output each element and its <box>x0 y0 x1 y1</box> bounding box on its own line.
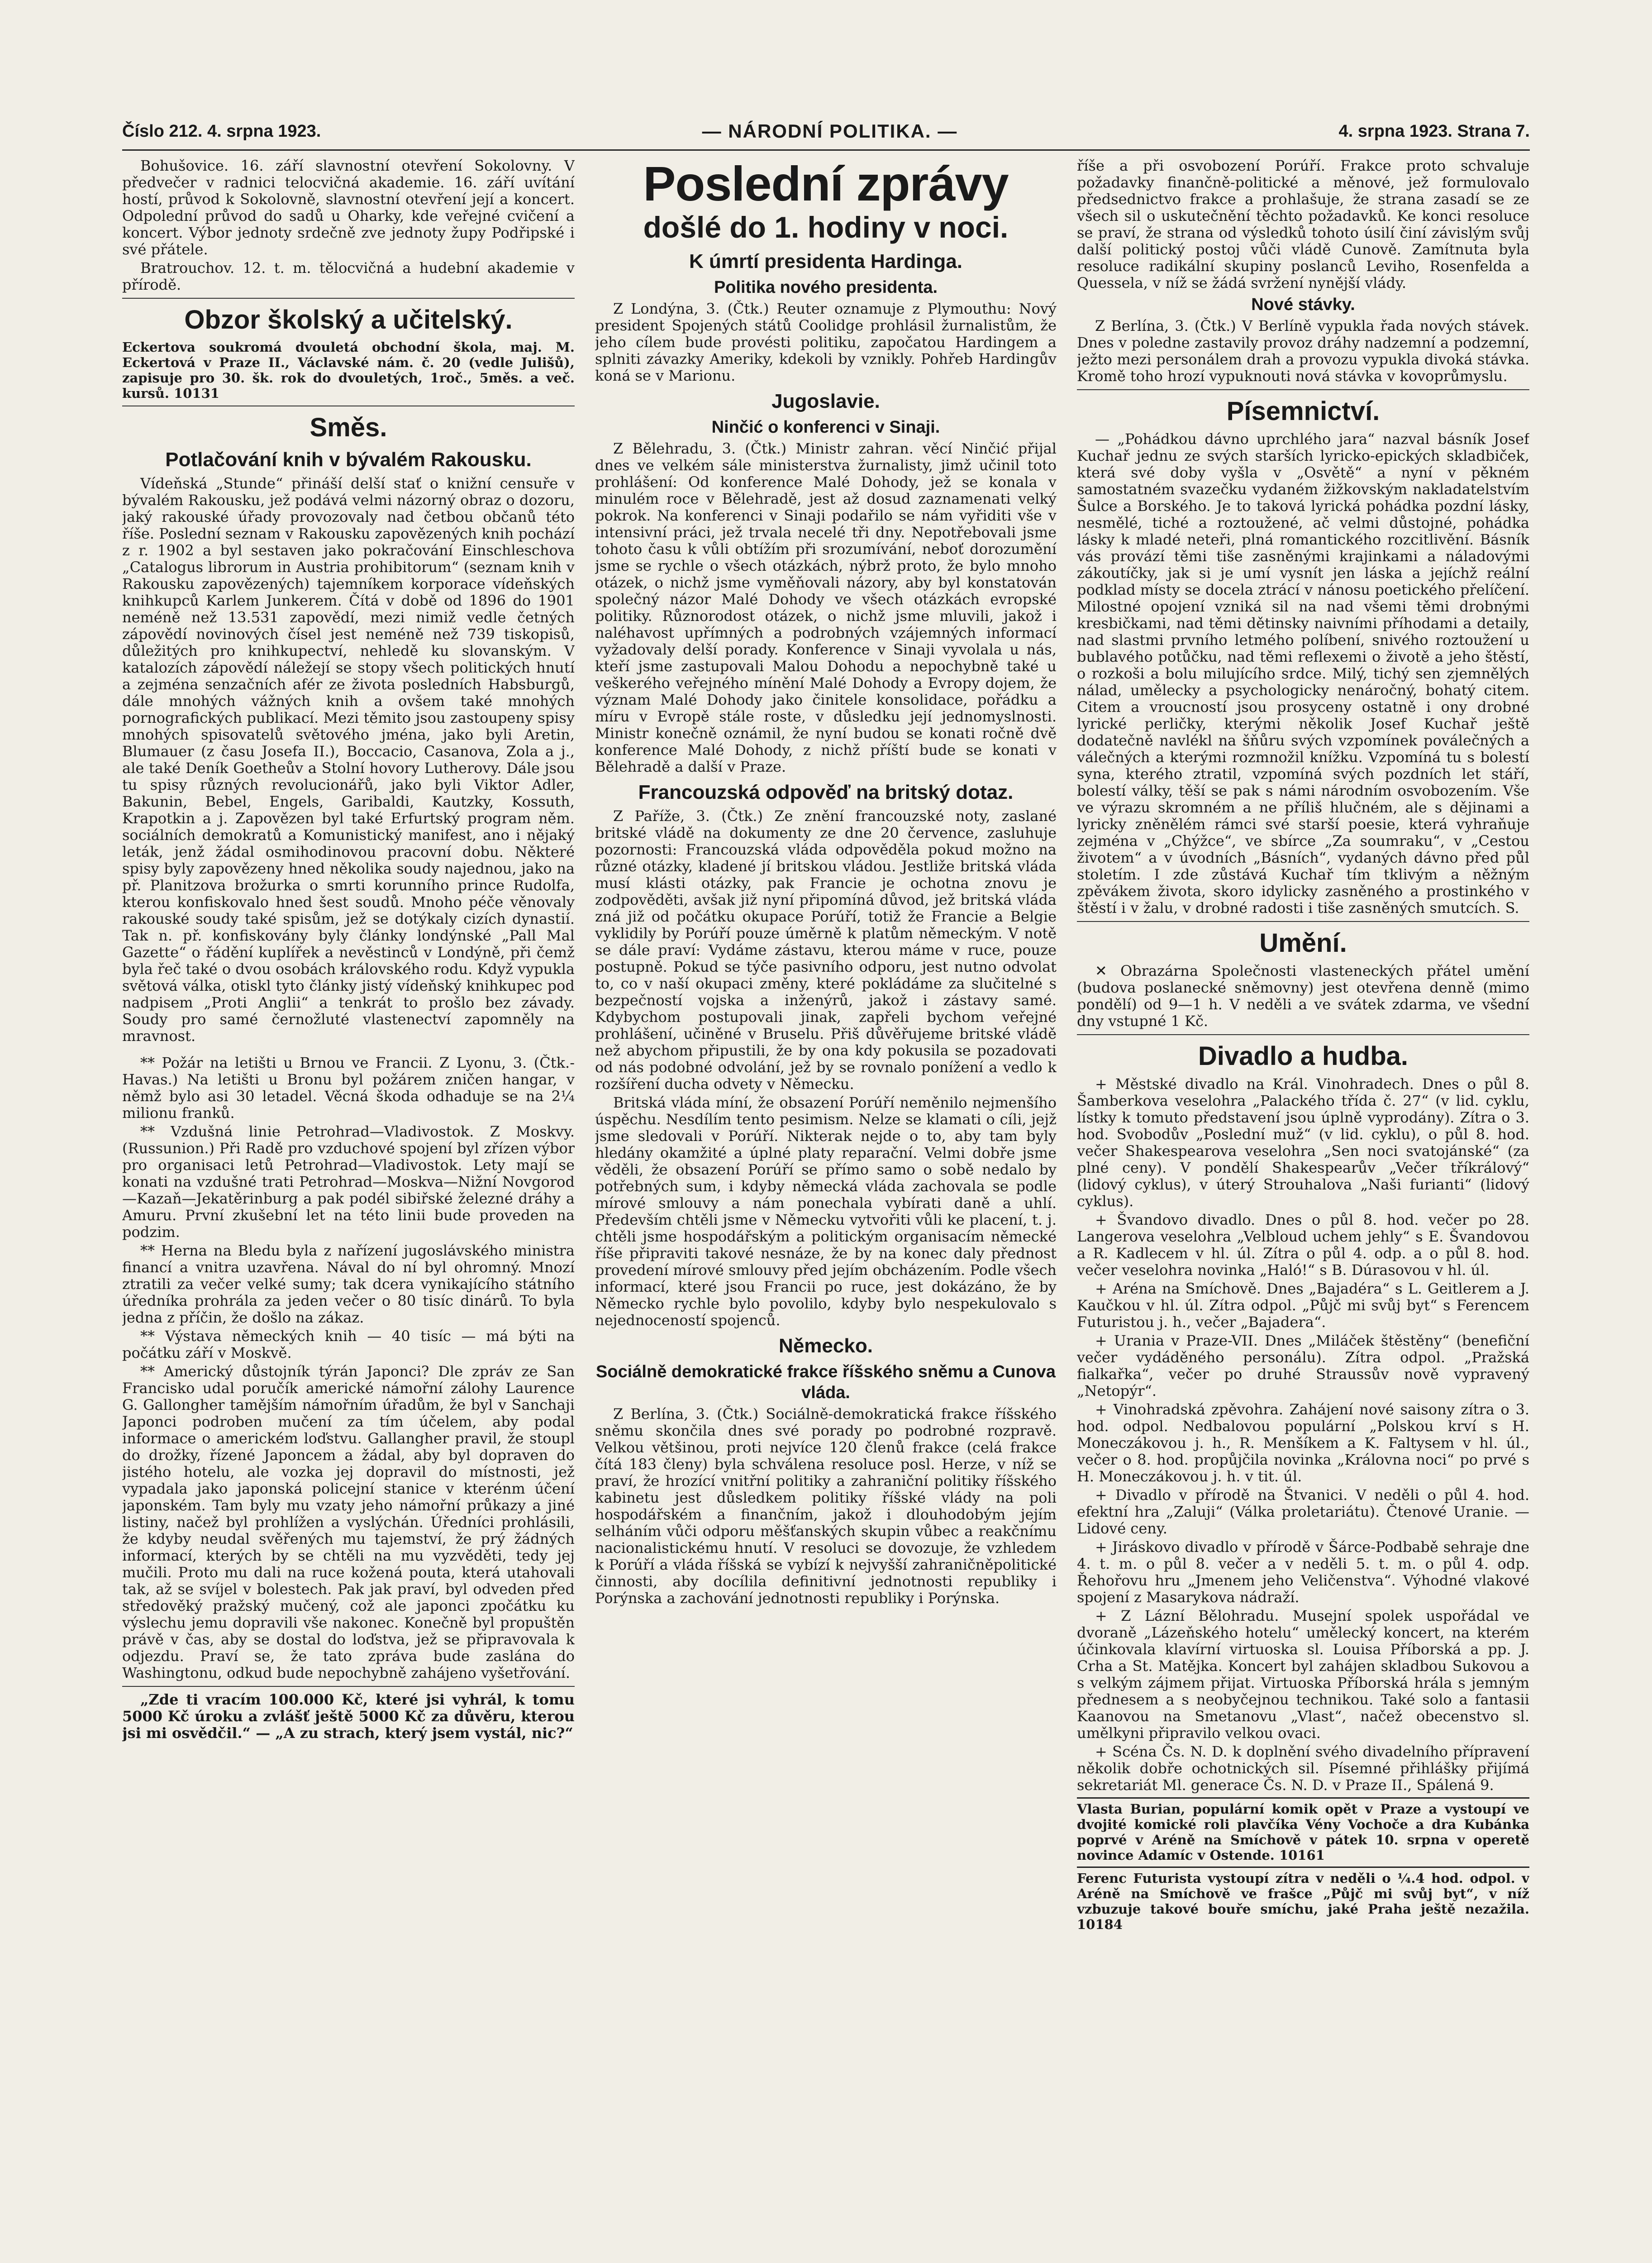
theatre-item: + Aréna na Smíchově. Dnes „Bajadéra“ s L. Geitlerem a J. Kaučkou v hl. úl. Zítra odpol. „Půjč mi svůj byt“ s Ferencem Futuristou j. h., večer „Bajadera“. <box>1077 1280 1529 1331</box>
article-text-germany: Z Berlína, 3. (Čtk.) Sociálně-demokratická frakce říšského sněmu skončila dnes své porady po podrobné rozpravě. Velkou většinou, proti nejvíce 120 členů frakce (celá frakce čítá 183 členy) byla schválena resoluce posl. Herze, v níž se praví, že hrozící vnitřní politiky a zahraniční politiky říšského kabinetu jest důsledkem politiky říšské vlády na poli hospodářském a finančním, jakož i dlouhodobým jejím selháním vůči odporu měšťanských skupin vůbec a reakčnímu nacionalistickému hnutí. V resoluci se dovozuje, že vzhledem k Porúří a vláda říšská se vybízí k nejvyšší zahraničněpolitické činnosti, aby docílila definitivní jednotnosti republiky i Porýnska a zachování jednotnosti republiky i Porýnska. <box>595 1405 1057 1607</box>
article-text-yugoslavia: Z Bělehradu, 3. (Čtk.) Ministr zahran. věcí Ninčić přijal dnes ve velkém sále ministerstva žurnalisty, jimž učinil toto prohlášení: Od konference Malé Dohody, jež se konala v minulém roce v Bělehradě, jest až dosud zaznamenati velký pokrok. Na konferenci v Sinaji podařilo se nám vyřiditi vše v intensivní práci, jež trvala necelé tři dny. Nepotřebovali jsme tohoto času k vůli obtížím při srozumívání, neboť dorozumění jsme se rychle o všech otázkách, nýbrž proto, že bylo mnoho otázek, o nichž jsme vyměňovali názory, aby byl konstatován společný názor Malé Dohody ve všech otázkách evropské politiky. Různorodost otázek, o nichž jsme mluvili, jakož i naléhavost upřímných a podrobných vzájemných informací vyžadovaly delší porady. Konference v Sinaji vyvolala u nás, kteří jsme zastupovali Malou Dohodu a nepochybně také u veškerého veřejného mínění Malé Dohody a Evropy dojem, že význam Malé Dohody jako činitele konsolidace, pořádku a míru v Evropě stále roste, v důsledku její jednomyslnosti. Ministr konečně oznámil, že nyní budou se konati ročně dvě konference Malé Dohody, z nichž příští bude se konati v Bělehradě a další v Praze. <box>595 440 1057 775</box>
theatre-item: + Z Lázní Bělohradu. Musejní spolek uspořádal ve dvoraně „Lázeňského hotelu“ umělecký koncert, na kterém účinkovala klavírní virtuoska sl. Louisa Příborská a pp. J. Crha a St. Matějka. Koncert byl zahájen skladbou Sukovou a s velkým zájmem přijat. Virtuoska Příborská hrála s jemným přednesem a s neobyčejnou technikou. Také solo a fantasii Kaanovou na Smetanovu „Vlast“, načež obecenstvo sl. umělkyni připravilo velkou ovaci. <box>1077 1607 1529 1742</box>
divider <box>1077 1034 1529 1035</box>
section-title-theatre: Divadlo a hudba. <box>1198 1041 1409 1071</box>
article-title-censorship: Potlačování knih v bývalém Rakousku. <box>165 449 532 471</box>
divider <box>1077 921 1529 922</box>
divider <box>122 298 575 299</box>
divider <box>122 1686 575 1687</box>
issue-info: Číslo 212. 4. srpna 1923. <box>122 121 321 141</box>
theatre-item: + Divadlo v přírodě na Štvanici. V neděli o půl 4. hod. efektní hra „Zaluji“ (Válka proletariátu). Čtenové Uranie. — Lidové ceny. <box>1077 1486 1529 1537</box>
theatre-item: + Švandovo divadlo. Dnes o půl 8. hod. večer po 28. Langerova veselohra „Velbloud uchem jehly“ s E. Švandovou a R. Kadlecem v hl. úl. Zítra o půl 4. odp. a o půl 8. hod. večer veselohra novinka „Haló!“ s B. Dúrasovou v hl. úl. <box>1077 1211 1529 1279</box>
ad-burian: Vlasta Burian, populární komik opět v Praze a vystoupí ve dvojité komické roli plavčíka Vény Vochoče a dra Kubánka poprvé v Aréně na Smíchově v pátek 10. srpna v operetě novince Adamíc v Ostende. 10161 <box>1077 1801 1529 1863</box>
article-title-yugoslavia: Jugoslavie. <box>771 390 880 412</box>
news-item: ** Požár na letišti u Brnou ve Francii. Z Lyonu, 3. (Čtk.-Havas.) Na letišti u Bronu byl požárem zničen hangar, v němž bylo asi 30 letadel. Věcná škoda odhaduje se na 2¼ milionu franků. <box>122 1054 575 1122</box>
section-title-mix: Směs. <box>309 413 387 442</box>
article-subtitle-harding: Politika nového presidenta. <box>714 278 938 297</box>
article-title-french: Francouzská odpověď na britský dotaz. <box>638 781 1014 803</box>
column-right <box>1077 158 1529 2263</box>
article-text-literature: — „Pohádkou dávno uprchlého jara“ nazval básník Josef Kuchař jednu ze svých starších lyricko-epických skladbiček, která své doby vyšla v „Osvětě“ a nyní v pěkném samostatném svazečku vydaném žižkovským nakladatelstvím Šulce a Borského. Je to taková lyrická pohádka pozdní lásky, nesmělé, tiché a roztoužené, ač velmi důstojné, pohádka lásky k mladé neteři, plná romantického rozcitlivění. Básník vás provází těmi tiše zasněnými krajinkami a náladovými zákoutíčky, jak si je umí vysnít jen láska a jejíchž reální podklad místy se docela ztrácí v nánosu poetického přelíčení. Milostné opojení vzniká sil na nad všemi těmi drobnými kresbičkami, nad těmi dětinsky naivními příhodami a detaily, nad slastmi prvního letmého políbení, snivého roztoužení u bublavého potůčku, nad těmi reflexemi o životě a jeho štěstí, o rozkoši a bolu milujícího srdce. Milý, tichý sen zjemnělých nálad, umělecky a psychologicky nenáročný, bohatý citem. Citem a vroucností jsou prosyceny ostatně i ony drobné lyrické perličky, kterými několik Josef Kuchař ještě dodatečně navlékl na šňůru svých vzpomínek poválečných a válečných a kterými rozmnožil knížku. Vzpomíná tu s bolestí syna, kterého ztratil, vzpomíná svých pozdních let stáří, bolestí války, těší se pak s námi národním osvobozením. Vše ve výrazu skromném a ne příliš hlučném, ale s dějinami a lyricky zněnělém rámci své starší poesie, která vyhraňuje zejména v „Chýžce“, ve sbírce „Za soumraku“, v „Cestou životem“ a v úvodních „Básních“, vydaných dávno před půl stoletím. I zde zůstává Kuchař tím tklivým a něžným zpěvákem života, skoro idylicky zasněného a prostinkého v štěstí i v žalu, v drobné radosti i tiše zasněných smutcích. S. <box>1077 430 1529 917</box>
humor-ad: „Zde ti vracím 100.000 Kč, které jsi vyhrál, k tomu 5000 Kč úroku a zvlášť ještě 5000 Kč za důvěru, kterou jsi mi osvědčil.“ — „A zu strach, který jsem vystál, nic?“ <box>122 1691 575 1742</box>
page-header <box>122 113 1530 149</box>
divider <box>1077 389 1529 390</box>
article-subtitle-yugoslavia: Ninčić o konferenci v Sinaji. <box>711 418 940 437</box>
article-subtitle-germany: Sociálně demokratické frakce říšského sněmu a Cunova vláda. <box>596 1362 1056 1402</box>
article-title-harding: K úmrtí presidenta Hardinga. <box>689 250 962 272</box>
advertisement <box>1077 1867 1529 1932</box>
article-text-french: Z Paříže, 3. (Čtk.) Ze znění francouzské noty, zaslané britské vládě na dokumenty ze dne 20 července, zasluhuje pozornosti: Francouzská vláda odpověděla pokud možno na různé otázky, kladené jí britskou vládou. Jestliže britská vláda musí klásti otázky, pak Francie je ochotna znovu je zodpověděti, avšak již nyní připomíná důvod, jež britská vláda zná již od počátku okupace Porúří, totiž že Francie a Belgie vyklidily by Porúří pouze úměrně k platům německým. V notě se dále praví: Vydáme zástavu, kterou máme v ruce, pouze postupně. Pokud se týče pasivního odporu, jest nutno odvolat to, co v naší okupaci změny, které pokládáme za slučitelné s bezpečností vojska a inženýrů, jakož i zástavy samé. Kdybychom postupovali jinak, zapřeli bychom veřejné prohlášení, učiněné v Bruselu. Přiš důvěřujeme britské vládě než abychom připustili, že by ona kdy pokusila se pozadovati od nás podobné odvolání, jež by se rovnalo ponížení a vedlo k rozšíření ducha odvety v Německu. <box>595 807 1057 1093</box>
article-text-harding: Z Londýna, 3. (Čtk.) Reuter oznamuje z Plymouthu: Nový president Spojených států Coolidge prohlásil žurnalistům, že jeho cílem bude provésti politiku, započatou Hardingem a splniti závazky Ameriky, kdekoli by vznikly. Pohřeb Hardingův koná se v Marionu. <box>595 300 1057 384</box>
news-item: ** Výstava německých knih — 40 tisíc — má býti na počátku září v Moskvě. <box>122 1327 575 1361</box>
advertisement <box>1077 1797 1529 1863</box>
page-info: 4. srpna 1923. Strana 7. <box>1338 121 1530 141</box>
ad-futurista: Ferenc Futurista vystoupí zítra v neděli o ¼.4 hod. odpol. v Aréně na Smíchově ve frašce „Půjč mi svůj byt“, v níž vzbuzuje takové bouře smíchu, jaké Praha ještě nezažila. 10184 <box>1077 1871 1529 1932</box>
masthead: — NÁRODNÍ POLITIKA. — <box>702 120 958 142</box>
section-title-literature: Písemnictví. <box>1226 396 1380 426</box>
notice-bohusovice: Bohušovice. 16. září slavnostní otevření Sokolovny. V předvečer v radnici telocvičná akademie. 16. září uvítání hostí, průvod k Sokolovně, slavnostní otevření její a koncert. Odpolední průvod do sadů u Oharky, kde veřejné cvičení a koncert. Výbor jednoty srdečně zve jednoty župy Podřipské i své přátele. <box>122 158 575 258</box>
article-text-strikes: Z Berlína, 3. (Čtk.) V Berlíně vypukla řada nových stávek. Dnes v poledne zastavily provoz dráhy nadzemní a podzemní, ježto mezi personálem drah a provozu vypukla divoká stávka. Kromě toho hrozí vypuknouti nová stávka v kovoprůmyslu. <box>1077 317 1529 385</box>
school-notice: Eckertova soukromá dvouletá obchodní škola, maj. M. Eckertová v Praze II., Václavské nám. č. 20 (vedle Julišů), zapisuje pro 30. šk. rok do dvouletých, 1roč., 5měs. a več. kursů. 10131 <box>122 339 575 401</box>
column-middle <box>595 158 1057 2263</box>
article-title-strikes: Nové stávky. <box>1251 295 1355 314</box>
theatre-item: + Scéna Čs. N. D. k doplnění svého divadelního přípravení několik dobře ochotnických sil. Písemné přihlášky přijímá sekretariát Ml. generace Čs. N. D. v Praze II., Spálená 9. <box>1077 1743 1529 1794</box>
column-left <box>122 158 575 2263</box>
article-text-art: ✕ Obrazárna Společnosti vlasteneckých přátel umění (budova poslanecké sněmovny) jest otevřena denně (mimo pondělí) od 9—1 h. V neděli a ve svátek zdarma, ve všední dny vstupné 1 Kč. <box>1077 962 1529 1030</box>
theatre-item: + Jiráskovo divadlo v přírodě v Šárce-Podbabě sehraje dne 4. t. m. o půl 8. večer a v neděli 5. t. m. o půl 4. odp. Řehořovu hru „Jmenem jeho Veličenstva“. Výhodné vlakové spojení z Masarykova nádraží. <box>1077 1538 1529 1606</box>
banner-latest-news: Poslední zprávy <box>643 158 1009 211</box>
article-text-censorship: Vídeňská „Stunde“ přináší delší stať o knižní censuře v bývalém Rakousku, jež podává velmi názorný obraz o dozoru, jaký rakouské úřady provozovaly nad četbou občanů této říše. Poslední seznam v Rakousku zapovězených knih pochází z r. 1902 a byl sestaven jako pokračování Einschleschova „Catalogus librorum in Austria prohibitorum“ (seznam knih v Rakousku zapovězených) tajemníkem korporace vídeňských knihkupců Karlem Junkerem. Čítá v době od 1896 do 1901 neméně než 13.531 zapovědí, mezi nimiž vedle četných zápovědí novinových čísel jest neméně než 739 tiskopisů, důležitých pro knihkupectví, nehledě ku slovanským. V katalozích zápovědí náležejí se stopy všech politických hnutí a zejména senzačních afér ze života posledních Habsburgů, dále mnohých vážných knih a ovšem také mnohých pornografických publikací. Mezi těmito jsou zastoupeny spisy mnohých spisovatelů světového jména, jako byli Aretin, Blumauer (z času Josefa II.), Boccacio, Casanova, Zola a j., ale také Deník Goetheův a Stolní hovory Lutherovy. Dále jsou tu spisy různých revolucionářů, jako byli Viktor Adler, Bakunin, Bebel, Engels, Garibaldi, Kautzky, Kossuth, Krapotkin a j. Zapovězen byl také Erfurtský program něm. sociálních demokratů a Komunistický manifest, ano i nějaký leták, jenž žádal osmihodinovou pracovní dobu. Některé spisy byly zapovězeny hned několika soudy najednou, jako na př. Planitzova brožurka o smrti korunního prince Rudolfa, kterou konfiskovalo hned šest soudů. Mnoho péče věnovaly rakouské soudy také spisům, jež se dotýkaly cizích dynastií. Tak n. př. konfiskovány byly články londýnské „Pall Mal Gazette“ o řádění kuplířek a nevěstinců v Londýně, při čemž byla řeč také o dvou osobách královského rodu. Když vypukla světová válka, otiskl tyto články jistý vídeňský knihkupec pod nadpisem „Proti Anglii“ a tenkrát to prošlo bez závady. Soudy pro samé černožluté vlastenectví zapomněly na mravnost. <box>122 475 575 1045</box>
theatre-item: + Městské divadlo na Král. Vinohradech. Dnes o půl 8. Šamberkova veselohra „Palackého třída č. 27“ (v lid. cyklu, lístky k tomuto představení jsou úplně vyprodány). Zítra o 3. hod. Svobodův „Poslední muž“ (v lid. cyklu), o půl 8. hod. večer Shakespearova veselohra „Sen noci svatojánské“ (za plné ceny). V pondělí Shakespearův „Večer tříkrálový“ (lidový cyklus), v úterý Strouhalova „Naši furianti“ (lidový cyklus). <box>1077 1075 1529 1210</box>
news-item: ** Americký důstojník týrán Japonci? Dle zpráv ze San Francisko udal poručík americké námořní zálohy Laurence G. Gallongher tamějším námořním úřadům, že byl v Sanchaji Japonci podroben mučení za tím účelem, aby podal informace o americkém loďstvu. Gallangher pravil, že stoupl do drožky, řízené Japoncem a žádal, aby byl dopraven do jistého hotelu, ale vozka jej dopravil do místnosti, jež vypadala jako japonská policejní stanice v kterénm účení japonském. Tam byly mu vzaty jeho námořní průkazy a jiné listiny, načež byl prohlížen a vyslýchán. Úředníci prohlásili, že kdyby neudal svěřených mu tajemství, že prý žádných informací, kterých by se chtěli na mu vyzvěděti, tedy jej mučili. Proto mu dali na ruce kožená pouta, která utahovali tak, až se svíjel v bolestech. Pak jak praví, byl odveden před středověký pražský mučený, což ale japonci zpočátku ku výslechu jemu dopravili vše nakonec. Konečně byl propuštěn právě v čas, aby se dostal do loďstva, jež se připravovala k odjezdu. Praví se, že tato zpráva bude zaslána do Washingtonu, odkud bude nepochybně zahájeno vyšetřování. <box>122 1363 575 1681</box>
article-text-germany-cont: říše a při osvobození Porúří. Frakce proto schvaluje požadavky finančně-politické a měnové, jež formulovalo předsednictvo frakce a prohlašuje, že strana zasadí se ze všech sil o uskutečnění těchto požadavků. Ke konci resoluce se praví, že strana od výsledků tohoto úsilí činí závislým svůj další politický postoj vůči vládě Cunově. Zamítnuta byla resoluce radikální skupiny poslanců Leviho, Rosenfelda a Quessela, v níž se žádá svržení nynější vlády. <box>1077 158 1529 291</box>
article-title-germany: Německo. <box>779 1335 873 1357</box>
notice-bratrouchov: Bratrouchov. 12. t. m. tělocvičná a hudební akademie v přírodě. <box>122 259 575 293</box>
news-item: ** Vzdušná linie Petrohrad—Vladivostok. Z Moskvy. (Russunion.) Při Radě pro vzduchové spojení byl zřízen výbor pro organisaci letů Petrohrad—Vladivostok. Lety mají se konati na vzdušné trati Petrohrad—Moskva—Nižní Novgorod—Kazaň—Jekatěrinburg a pak podél sibiřské železné dráhy a Amuru. První zkušební let na této linii bude proveden na podzim. <box>122 1123 575 1241</box>
theatre-item: + Urania v Praze-VII. Dnes „Miláček štěstěny“ (benefiční večer vydáděného personálu). Zítra odpol. „Pražská fialkařka“, večer po druhé Straussův nově vypravený „Netopýr“. <box>1077 1332 1529 1399</box>
section-title-school: Obzor školský a učitelský. <box>184 305 513 334</box>
article-text-french: Britská vláda míní, že obsazení Porúří neměnilo nejmenšího úspěchu. Nesdílím tento pesimism. Nelze se klamati o cíli, jejž jsme sledovali v Porúří. Nikterak nejde o to, aby tam byly hledány okamžité a úplné platy reparační. Velmi dobře jsme věděli, že obsazení Porúří se přímo samo o sobě nedalo by potřebných sum, i kdyby německá vláda zachovala se podle mírové smlouvy a nám ponechala vybírati daně a uhlí. Především chtěli jsme v Německu vytvořiti vůli ke placení, t. j. chtěli jsme hospodářským a politickým organisacím německé říše připraviti takové nesnáze, že by na konec daly přednost provedení mírové smlouvy před jejím obcházením. Podle všech informací, které jsou Francii po ruce, jest dokázáno, že by Německo rychle bylo povolilo, kdyby bylo nespekulovalo s nejednoceností spojenců. <box>595 1094 1057 1329</box>
news-item: ** Herna na Bledu byla z nařízení jugoslávského ministra financí a vnitra uzavřena. Nával do ní byl ohromný. Mnozí ztratili za večer velké sumy; tak dcera vynikajícího státního úředníka prohrála za jeden večer o 80 tisíc dinárů. To byla jedna z příčin, že došlo na zákaz. <box>122 1242 575 1326</box>
theatre-item: + Vinohradská zpěvohra. Zahájení nové saisony zítra o 3. hod. odpol. Nedbalovou populární „Polskou krví s H. Moneczákovou j. h., R. Menšíkem a K. Faltysem v hl. úl., večer o 8. hod. propůjčila novinka „Královna noci“ po prvé s H. Moneczákovou j. h. v tit. úl. <box>1077 1401 1529 1485</box>
columns <box>122 149 1530 2263</box>
banner-subtitle: došlé do 1. hodiny v noci. <box>643 210 1009 244</box>
section-title-art: Umění. <box>1259 928 1347 958</box>
